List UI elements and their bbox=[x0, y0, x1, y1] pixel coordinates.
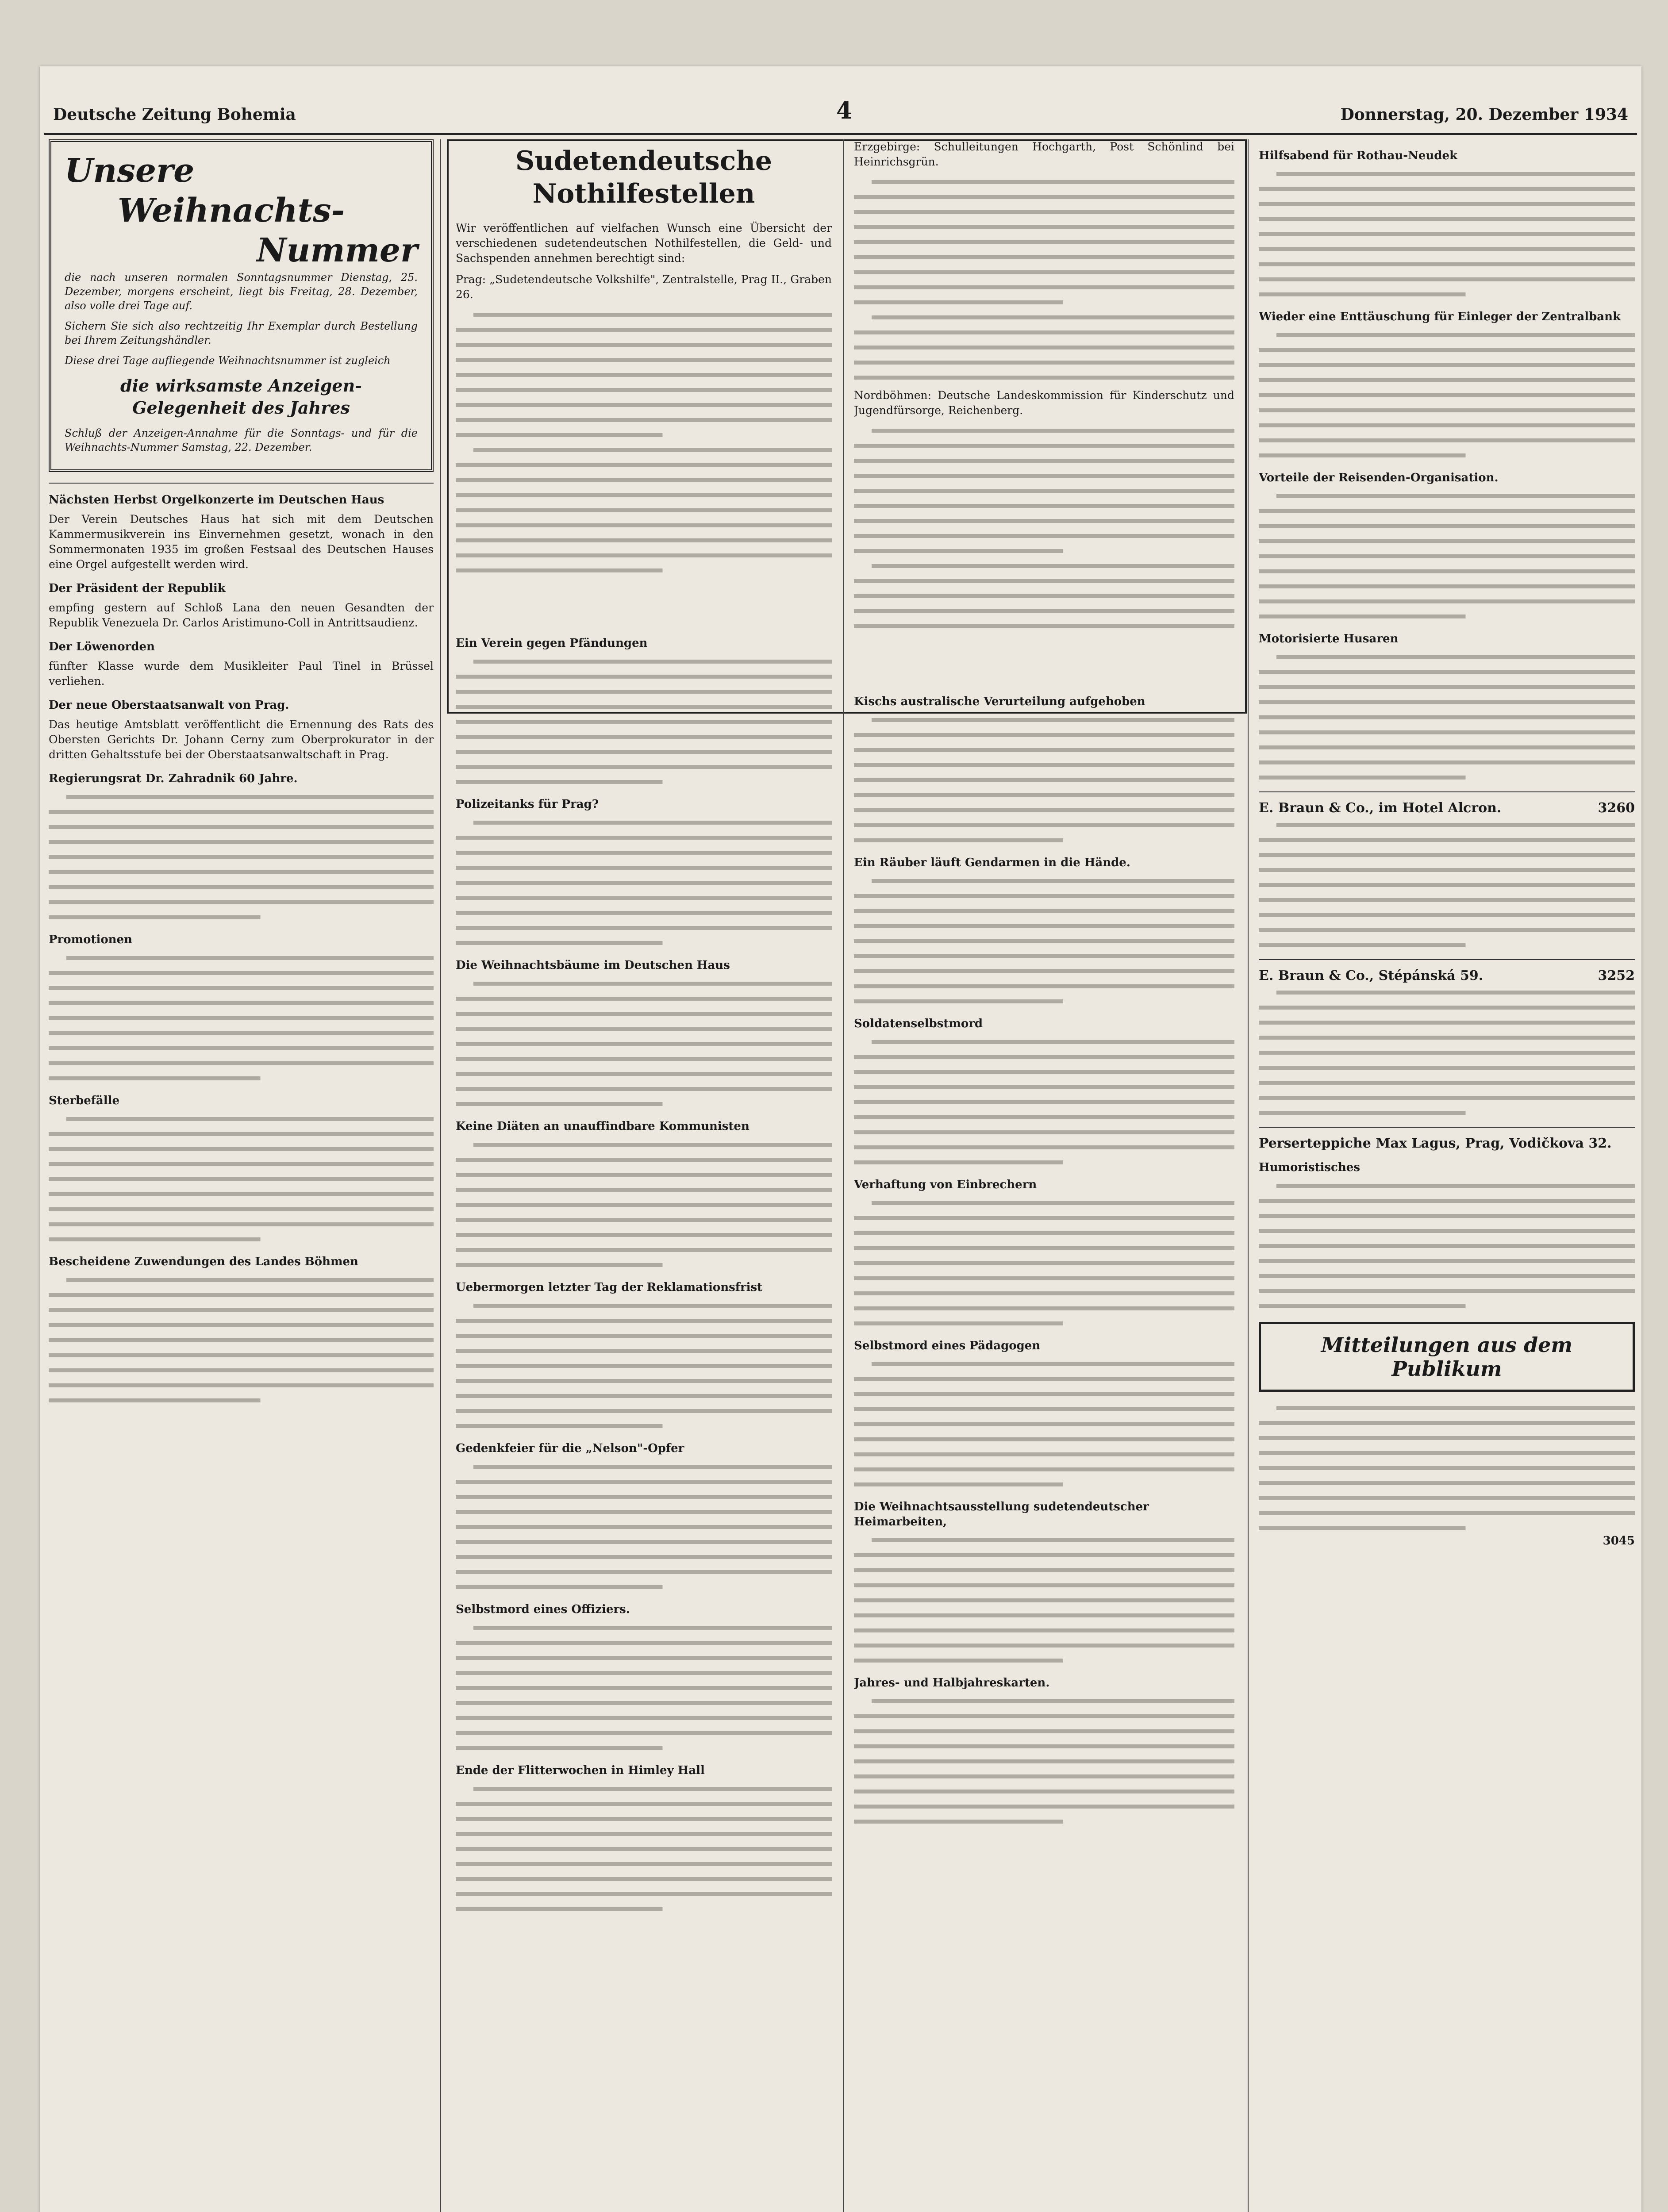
column-4 bbox=[1259, 139, 1635, 2212]
column-rule bbox=[843, 139, 844, 2212]
filler-text bbox=[456, 655, 832, 788]
article-text: Prag: „Sudetendeutsche Volkshilfe", Zentralstelle, Prag II., Graben 26. bbox=[456, 273, 832, 301]
filler-text bbox=[1259, 818, 1635, 951]
ad-number-3: 3045 bbox=[1603, 1534, 1635, 1548]
promo-title-3: Nummer bbox=[256, 231, 418, 269]
newspaper-name: Deutsche Zeitung Bohemia bbox=[53, 105, 296, 124]
article-heading: Keine Diäten an unauffindbare Kommunisten bbox=[456, 1120, 749, 1133]
filler-text bbox=[854, 1534, 1234, 1667]
filler-text bbox=[456, 816, 832, 949]
header-rule bbox=[44, 133, 1637, 135]
filler-text bbox=[1259, 651, 1635, 783]
article-heading: Selbstmord eines Pädagogen bbox=[854, 1339, 1041, 1352]
filler-text bbox=[854, 1358, 1234, 1490]
ad-number-1: 3260 bbox=[1598, 800, 1635, 816]
column-2 bbox=[456, 139, 832, 2212]
filler-text bbox=[1259, 329, 1635, 461]
filler-text bbox=[49, 791, 434, 923]
promo-title-2: Weihnachts- bbox=[118, 192, 345, 230]
article-heading: Der Löwenorden bbox=[49, 640, 155, 653]
advertiser-3: Perserteppiche Max Lagus, Prag, Vodičkova 32. bbox=[1259, 1136, 1612, 1151]
article-heading: Die Weihnachtsausstellung sudetendeutscher Heimarbeiten, bbox=[854, 1500, 1149, 1528]
article-heading: Soldatenselbstmord bbox=[854, 1017, 983, 1030]
column-rule bbox=[440, 139, 441, 2212]
article-heading: Selbstmord eines Offiziers. bbox=[456, 1603, 630, 1616]
filler-text bbox=[1259, 1402, 1635, 1534]
filler-text bbox=[456, 1299, 832, 1432]
filler-text bbox=[1259, 490, 1635, 622]
filler-text bbox=[49, 1113, 434, 1245]
advertiser-2: E. Braun & Co., Stépánská 59. bbox=[1259, 968, 1484, 983]
filler-text bbox=[1259, 168, 1635, 300]
filler-text bbox=[854, 1036, 1234, 1168]
filler-text bbox=[854, 176, 1234, 388]
divider bbox=[1259, 791, 1635, 792]
article-heading: Bescheidene Zuwendungen des Landes Böhmen bbox=[49, 1255, 358, 1268]
filler-text bbox=[854, 1695, 1234, 1828]
article-heading: Jahres- und Halbjahreskarten. bbox=[854, 1676, 1050, 1690]
filler-text bbox=[456, 977, 832, 1110]
promo-text-1: die nach unseren normalen Sonntagsnummer Dienstag, 25. Dezember, morgens erscheint, liegt bis Freitag, 28. Dezember, also volle drei Tage auf. bbox=[65, 271, 418, 312]
article-text: Erzgebirge: Schulleitungen Hochgarth, Post Schönlind bei Heinrichsgrün. bbox=[854, 140, 1234, 168]
filler-text bbox=[1259, 986, 1635, 1119]
article-heading: Ende der Flitterwochen in Himley Hall bbox=[456, 1764, 705, 1777]
filler-text bbox=[49, 1274, 434, 1406]
article-heading: Wieder eine Enttäuschung für Einleger der Zentralbank bbox=[1259, 310, 1621, 323]
article-heading: Gedenkfeier für die „Nelson"-Opfer bbox=[456, 1442, 684, 1455]
article-text: Der Verein Deutsches Haus hat sich mit dem Deutschen Kammermusikverein ins Einvernehmen gesetzt, wonach in den Sommermonaten 1935 im großen Festsaal des Deutschen Hauses eine Orgel aufgestellt werden wird. bbox=[49, 513, 434, 571]
filler-text bbox=[456, 308, 832, 574]
article-text: Nordböhmen: Deutsche Landeskommission für Kinderschutz und Jugendfürsorge, Reichenberg. bbox=[854, 389, 1234, 417]
filler-text bbox=[854, 714, 1234, 846]
column-1 bbox=[49, 139, 434, 2212]
divider bbox=[49, 483, 434, 484]
article-text: Das heutige Amtsblatt veröffentlicht die Ernennung des Rats des Obersten Gerichts Dr. Johann Cerny zum Oberprokurator in der dritten Gehaltsstufe bei der Oberstaatsanwaltschaft in Prag. bbox=[49, 718, 434, 761]
filler-text bbox=[49, 952, 434, 1084]
newspaper-page bbox=[40, 66, 1641, 2212]
filler-text bbox=[854, 1197, 1234, 1329]
filler-text bbox=[854, 875, 1234, 1007]
filler-text bbox=[456, 1621, 832, 1754]
article-heading: Der neue Oberstaatsanwalt von Prag. bbox=[49, 699, 289, 712]
publikum-box-title: Mitteilungen aus dem Publikum bbox=[1259, 1322, 1635, 1392]
article-heading: Sterbefälle bbox=[49, 1094, 120, 1107]
page-header bbox=[44, 66, 1637, 133]
article-heading: Regierungsrat Dr. Zahradnik 60 Jahre. bbox=[49, 772, 298, 785]
issue-date: Donnerstag, 20. Dezember 1934 bbox=[1340, 105, 1628, 124]
article-heading: Ein Räuber läuft Gendarmen in die Hände. bbox=[854, 856, 1130, 869]
article-heading: Verhaftung von Einbrechern bbox=[854, 1178, 1037, 1191]
advertiser-1: E. Braun & Co., im Hotel Alcron. bbox=[1259, 800, 1502, 816]
article-heading: Vorteile der Reisenden-Organisation. bbox=[1259, 471, 1499, 484]
article-heading: Der Präsident der Republik bbox=[49, 582, 226, 595]
filler-text bbox=[456, 1138, 832, 1271]
article-text: Wir veröffentlichen auf vielfachen Wunsch eine Übersicht der verschiedenen sudetendeutschen Nothilfestellen, die Geld- und Sachspenden annehmen berechtigt sind: bbox=[456, 222, 832, 265]
filler-text bbox=[456, 1782, 832, 1915]
page-number: 4 bbox=[836, 97, 853, 124]
promo-highlight: die wirksamste Anzeigen-Gelegenheit des Jahres bbox=[120, 376, 362, 418]
article-text: fünfter Klasse wurde dem Musikleiter Paul Tinel in Brüssel verliehen. bbox=[49, 660, 434, 687]
christmas-issue-promo bbox=[49, 139, 434, 472]
filler-text bbox=[456, 1460, 832, 1593]
article-text: empfing gestern auf Schloß Lana den neuen Gesandten der Republik Venezuela Dr. Carlos Aristimuno-Coll in Antrittsaudienz. bbox=[49, 601, 434, 629]
filler-text bbox=[854, 424, 1234, 637]
article-heading: Ein Verein gegen Pfändungen bbox=[456, 637, 648, 650]
column-3 bbox=[854, 139, 1234, 2212]
advertiser-name bbox=[1259, 968, 1635, 983]
article-heading: Nächsten Herbst Orgelkonzerte im Deutschen Haus bbox=[49, 493, 384, 507]
promo-text-2: Sichern Sie sich also rechtzeitig Ihr Exemplar durch Bestellung bei Ihrem Zeitungshändler. bbox=[65, 320, 418, 346]
article-heading: Humoristisches bbox=[1259, 1161, 1360, 1174]
ad-number-2: 3252 bbox=[1598, 968, 1635, 983]
promo-title-1: Unsere bbox=[65, 152, 195, 190]
article-title: Sudetendeutsche Nothilfestellen bbox=[515, 146, 773, 209]
column-rule bbox=[1248, 139, 1249, 2212]
filler-text bbox=[1259, 1179, 1635, 1312]
advertiser-name bbox=[1259, 800, 1635, 816]
article-heading: Polizeitanks für Prag? bbox=[456, 798, 599, 811]
article-heading: Die Weihnachtsbäume im Deutschen Haus bbox=[456, 959, 730, 972]
article-heading: Promotionen bbox=[49, 933, 133, 946]
article-heading: Kischs australische Verurteilung aufgehoben bbox=[854, 695, 1145, 708]
article-heading: Uebermorgen letzter Tag der Reklamationsfrist bbox=[456, 1281, 763, 1294]
promo-deadline: Schluß der Anzeigen-Annahme für die Sonntags- und für die Weihnachts-Nummer Samstag, 22. Dezember. bbox=[65, 427, 418, 453]
divider bbox=[1259, 1127, 1635, 1128]
article-heading: Motorisierte Husaren bbox=[1259, 632, 1399, 645]
article-heading: Hilfsabend für Rothau-Neudek bbox=[1259, 149, 1458, 162]
promo-text-3: Diese drei Tage aufliegende Weihnachtsnummer ist zugleich bbox=[65, 354, 391, 367]
divider bbox=[1259, 959, 1635, 960]
